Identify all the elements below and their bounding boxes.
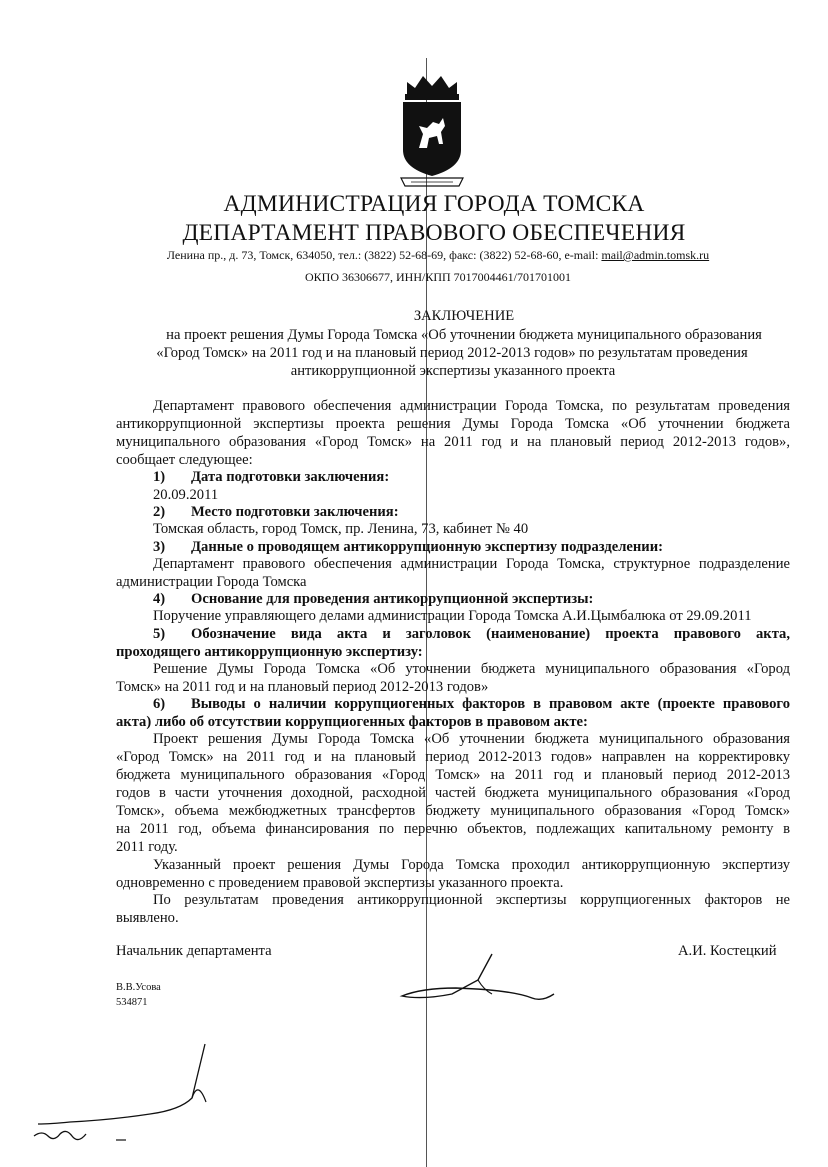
section-4-text: Поручение управляющего делами администрации Города Томска А.И.Цымбалюка от 29.09.2011 xyxy=(153,608,752,624)
section-6-p1-line: Проект решения Думы Города Томска «Об уточнении бюджета муниципального образования xyxy=(153,731,790,747)
section-6-title: 6) Выводы о наличии коррупциогенных факторов в правовом акте (проекте правового xyxy=(153,696,790,712)
section-6-p1-line: годов в части уточнения доходной, расходной частей бюджета муниципального образования «Город xyxy=(116,785,790,801)
section-6-p1-line: «Город Томск» на 2011 год и на плановый период 2012-2013 годов» направлен на корректировку xyxy=(116,749,790,765)
section-6-p3-line: выявлено. xyxy=(116,910,179,926)
address-line xyxy=(0,248,828,263)
coat-of-arms-icon xyxy=(397,72,467,190)
section-6-p1-line: на 2011 год, объема финансирования по перечню объектов, подлежащих капитальному ремонту в xyxy=(116,821,790,837)
intro-line-1: Департамент правового обеспечения администрации Города Томска, по результатам проведения xyxy=(153,398,790,414)
section-6-title-2: акта) либо об отсутствии коррупциогенных факторов в правовом акте: xyxy=(116,714,588,730)
section-6-p3-line: По результатам проведения антикоррупционной экспертизы коррупциогенных факторов не xyxy=(153,892,790,908)
document-heading: ЗАКЛЮЧЕНИЕ xyxy=(413,308,515,324)
title-line-1: на проект решения Думы Города Томска «Об уточнении бюджета муниципального образования xyxy=(166,327,762,343)
section-3-title: 3) Данные о проводящем антикоррупционную экспертизу подразделении: xyxy=(153,539,663,555)
section-6-p2-line: одновременно с проведением правовой экспертизы указанного проекта. xyxy=(116,875,564,891)
signatory-name: А.И. Костецкий xyxy=(678,943,777,959)
section-1-title: 1) Дата подготовки заключения: xyxy=(153,469,390,485)
executor-name: В.В.Усова xyxy=(116,982,161,993)
section-3-text-2: администрации Города Томска xyxy=(116,574,307,590)
email-link[interactable]: mail@admin.tomsk.ru xyxy=(601,248,710,262)
dept-name: ДЕПАРТАМЕНТ ПРАВОВОГО ОБЕСПЕЧЕНИЯ xyxy=(182,220,686,246)
codes-line: ОКПО 36306677, ИНН/КПП 7017004461/701701001 xyxy=(304,270,571,284)
address: Ленина пр., д. 73, Томск, 634050, тел.: (3822) 52-68-69, факс: (3822) 52-68-60, e-mail: xyxy=(166,248,602,262)
section-5-text-2: Томск» на 2011 год и на плановый период 2012-2013 годов» xyxy=(116,679,489,695)
section-6-p1-line: бюджета муниципального образования «Город Томск» на 2011 год и плановый период 2012-2013 xyxy=(116,767,790,783)
signature-icon xyxy=(392,950,562,1010)
title-line-3: антикоррупционной экспертизы указанного проекта xyxy=(290,363,616,379)
intro-line-4: сообщает следующее: xyxy=(116,452,253,468)
section-2-title: 2) Место подготовки заключения: xyxy=(153,504,399,520)
section-5-title: 5) Обозначение вида акта и заголовок (наименование) проекта правового акта, xyxy=(153,626,790,642)
section-5-title-2: проходящего антикоррупционную экспертизу: xyxy=(116,644,423,660)
section-4-title: 4) Основание для проведения антикоррупционной экспертизы: xyxy=(153,591,594,607)
section-6-p1-line: 2011 году. xyxy=(116,839,178,855)
org-name: АДМИНИСТРАЦИЯ ГОРОДА ТОМСКА xyxy=(223,191,645,217)
signatory-position: Начальник департамента xyxy=(116,943,272,959)
section-2-text: Томская область, город Томск, пр. Ленина, 73, кабинет № 40 xyxy=(153,521,529,537)
section-6-p1-line: Томск», объема межбюджетных трансфертов бюджету муниципального образования «Город Томск» xyxy=(116,803,790,819)
section-6-p2-line: Указанный проект решения Думы Города Томска проходил антикоррупционную экспертизу xyxy=(153,857,790,873)
intro-line-3: муниципального образования «Город Томск» на 2011 год и на плановый период 2012-2013 годов», xyxy=(116,434,790,450)
handwritten-mark-icon xyxy=(30,1040,220,1150)
title-line-2: «Город Томск» на 2011 год и на плановый период 2012-2013 годов» по результатам проведения xyxy=(156,345,748,361)
section-5-text-1: Решение Думы Города Томска «Об уточнении бюджета муниципального образования «Город xyxy=(153,661,790,677)
intro-line-2: антикоррупционной экспертизы проекта решения Думы Города Томска «Об уточнении бюджета xyxy=(116,416,790,432)
section-1-text: 20.09.2011 xyxy=(153,487,219,503)
executor-phone: 534871 xyxy=(116,997,148,1008)
section-3-text-1: Департамент правового обеспечения администрации Города Томска, структурное подразделение xyxy=(153,556,790,572)
